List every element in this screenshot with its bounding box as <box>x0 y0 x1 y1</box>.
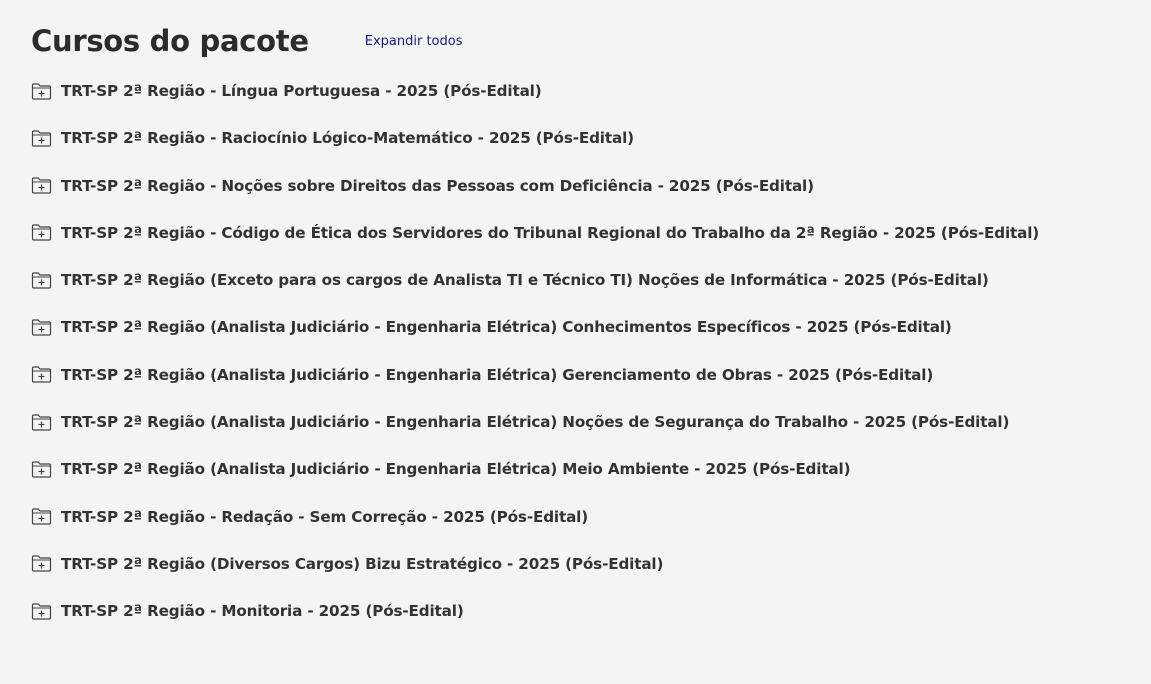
course-item[interactable] <box>31 552 1039 576</box>
course-title: TRT-SP 2ª Região (Analista Judiciário - Engenharia Elétrica) Gerenciamento de Obras - 2025 (Pós-Edital) <box>61 365 934 384</box>
course-item[interactable] <box>31 363 1039 387</box>
folder-plus-icon[interactable] <box>31 603 52 620</box>
expand-all-link[interactable]: Expandir todos <box>364 34 463 49</box>
folder-plus-icon[interactable] <box>31 555 52 572</box>
course-title: TRT-SP 2ª Região (Diversos Cargos) Bizu Estratégico - 2025 (Pós-Edital) <box>61 554 664 573</box>
course-title: TRT-SP 2ª Região - Raciocínio Lógico-Matemático - 2025 (Pós-Edital) <box>61 129 634 148</box>
course-title: TRT-SP 2ª Região (Analista Judiciário - Engenharia Elétrica) Meio Ambiente - 2025 (Pós-Edital) <box>61 460 851 479</box>
course-title: TRT-SP 2ª Região - Redação - Sem Correção - 2025 (Pós-Edital) <box>61 507 589 526</box>
course-item[interactable] <box>31 457 1039 481</box>
course-list <box>31 79 1039 647</box>
folder-plus-icon[interactable] <box>31 224 52 241</box>
course-item[interactable] <box>31 505 1039 529</box>
folder-plus-icon[interactable] <box>31 272 52 289</box>
course-item[interactable] <box>31 268 1039 292</box>
folder-plus-icon[interactable] <box>31 83 52 100</box>
course-title: TRT-SP 2ª Região (Analista Judiciário - Engenharia Elétrica) Conhecimentos Específicos - 2025 (Pós-Edital) <box>61 318 952 337</box>
course-item[interactable] <box>31 126 1039 150</box>
course-title: TRT-SP 2ª Região (Exceto para os cargos de Analista TI e Técnico TI) Noções de Informática - 2025 (Pós-Edital) <box>61 271 989 290</box>
folder-plus-icon[interactable] <box>31 414 52 431</box>
folder-plus-icon[interactable] <box>31 177 52 194</box>
folder-plus-icon[interactable] <box>31 366 52 383</box>
folder-plus-icon[interactable] <box>31 130 52 147</box>
folder-plus-icon[interactable] <box>31 319 52 336</box>
course-title: TRT-SP 2ª Região - Monitoria - 2025 (Pós-Edital) <box>61 602 464 621</box>
course-item[interactable] <box>31 174 1039 198</box>
course-item[interactable] <box>31 599 1039 623</box>
course-title: TRT-SP 2ª Região - Língua Portuguesa - 2025 (Pós-Edital) <box>61 82 542 100</box>
folder-plus-icon[interactable] <box>31 461 52 478</box>
section-header <box>31 21 462 61</box>
course-item[interactable] <box>31 221 1039 245</box>
course-item[interactable] <box>31 315 1039 339</box>
course-item[interactable] <box>31 79 1039 103</box>
course-title: TRT-SP 2ª Região - Código de Ética dos Servidores do Tribunal Regional do Trabalho da 2ª Região - 2025 (Pós-Edital) <box>61 223 1040 242</box>
course-title: TRT-SP 2ª Região - Noções sobre Direitos das Pessoas com Deficiência - 2025 (Pós-Edital) <box>61 176 814 195</box>
folder-plus-icon[interactable] <box>31 508 52 525</box>
course-title: TRT-SP 2ª Região (Analista Judiciário - Engenharia Elétrica) Noções de Segurança do Trabalho - 2025 (Pós-Edital) <box>61 413 1010 432</box>
course-item[interactable] <box>31 410 1039 434</box>
page-title: Cursos do pacote <box>31 24 309 58</box>
